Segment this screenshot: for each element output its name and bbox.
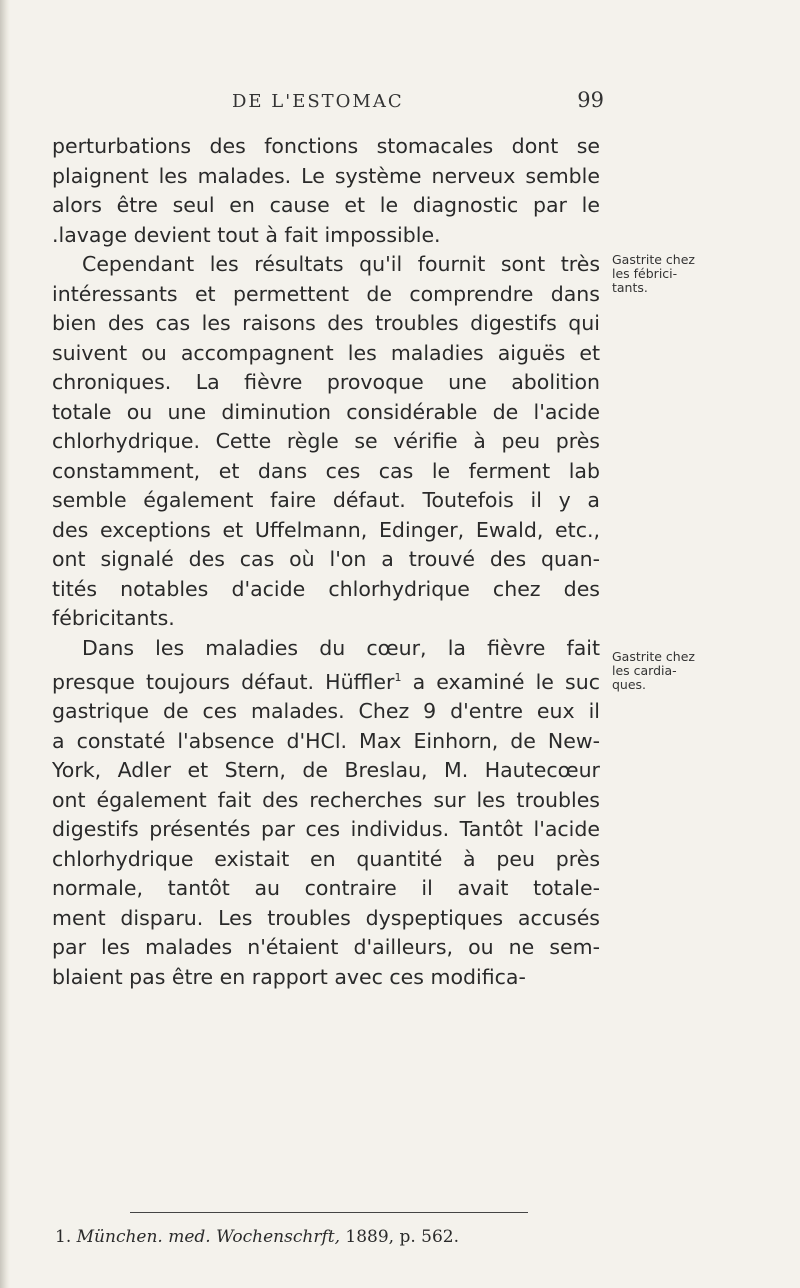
text-line: des exceptions et Uffelmann, Edinger, Ewald, etc., xyxy=(52,517,600,542)
page-edge xyxy=(0,0,10,1288)
text-line: Cependant les résultats qu'il fournit sont très xyxy=(82,252,600,276)
running-head xyxy=(232,88,604,112)
text-line: intéressants et permettent de comprendre dans xyxy=(52,281,600,306)
margin-note-febricitants xyxy=(612,253,696,295)
text-line: par les malades n'étaient d'ailleurs, ou ne sem- xyxy=(52,935,600,960)
footnote-details: 1889, p. 562. xyxy=(345,1227,460,1247)
text-line: plaignent les malades. Le système nerveux semble xyxy=(52,163,600,188)
margin-note-line: les cardia- xyxy=(612,663,677,678)
text-line: gastrique de ces malades. Chez 9 d'entre eux il xyxy=(52,699,600,724)
body-text xyxy=(52,132,600,992)
text-line: .lavage devient tout à fait impossible. xyxy=(52,222,441,247)
margin-note-line: les fébrici- xyxy=(612,266,678,281)
text-line: normale, tantôt au contraire il avait totale- xyxy=(52,876,600,901)
text-line: a constaté l'absence d'HCl. Max Einhorn, de New- xyxy=(52,728,600,753)
running-title: DE L'ESTOMAC xyxy=(232,91,404,112)
text-line: blaient pas être en rapport avec ces modifica- xyxy=(52,964,526,989)
text-line: tités notables d'acide chlorhydrique chez des xyxy=(52,576,600,601)
margin-note-line: Gastrite chez xyxy=(612,252,695,267)
footnote-divider xyxy=(130,1212,528,1213)
text-line: perturbations des fonctions stomacales dont se xyxy=(52,134,600,158)
text-line: York, Adler et Stern, de Breslau, M. Hautecœur xyxy=(52,758,600,783)
text-line: bien des cas les raisons des troubles digestifs qui xyxy=(52,311,600,335)
text-fragment: a examiné le suc xyxy=(401,669,600,694)
margin-note-line: ques. xyxy=(612,677,647,692)
text-line: chroniques. La fièvre provoque une abolition xyxy=(52,370,600,394)
margin-note-cardiaques xyxy=(612,650,696,692)
text-line-with-footnote xyxy=(52,663,600,697)
footnote-reference[interactable]: 1 xyxy=(394,671,402,684)
text-line: chlorhydrique existait en quantité à peu près xyxy=(52,846,600,871)
text-line: ont signalé des cas où l'on a trouvé des quan- xyxy=(52,547,600,571)
footnote-number: 1. xyxy=(55,1227,72,1247)
page-number: 99 xyxy=(577,88,604,112)
text-line: semble également faire défaut. Toutefois il y a xyxy=(52,488,600,512)
text-line: ont également fait des recherches sur les troubles xyxy=(52,787,600,812)
text-line: ment disparu. Les troubles dyspeptiques accusés xyxy=(52,905,600,930)
text-line: alors être seul en cause et le diagnostic par le xyxy=(52,193,600,217)
text-fragment: presque toujours défaut. Hüffler xyxy=(52,669,395,694)
text-line: Dans les maladies du cœur, la fièvre fait xyxy=(82,635,600,660)
text-line: chlorhydrique. Cette règle se vérifie à peu près xyxy=(52,429,600,453)
text-line: suivent ou accompagnent les maladies aiguës et xyxy=(52,340,600,365)
text-line: digestifs présentés par ces individus. Tantôt l'acide xyxy=(52,817,600,842)
footnote xyxy=(55,1227,615,1247)
text-line: fébricitants. xyxy=(52,606,175,630)
footnote-source: München. med. Wochenschrft, xyxy=(76,1227,340,1247)
text-line: constamment, et dans ces cas le ferment lab xyxy=(52,458,600,483)
text-line: totale ou une diminution considérable de l'acide xyxy=(52,399,600,424)
margin-note-line: tants. xyxy=(612,280,648,295)
margin-note-line: Gastrite chez xyxy=(612,649,695,664)
